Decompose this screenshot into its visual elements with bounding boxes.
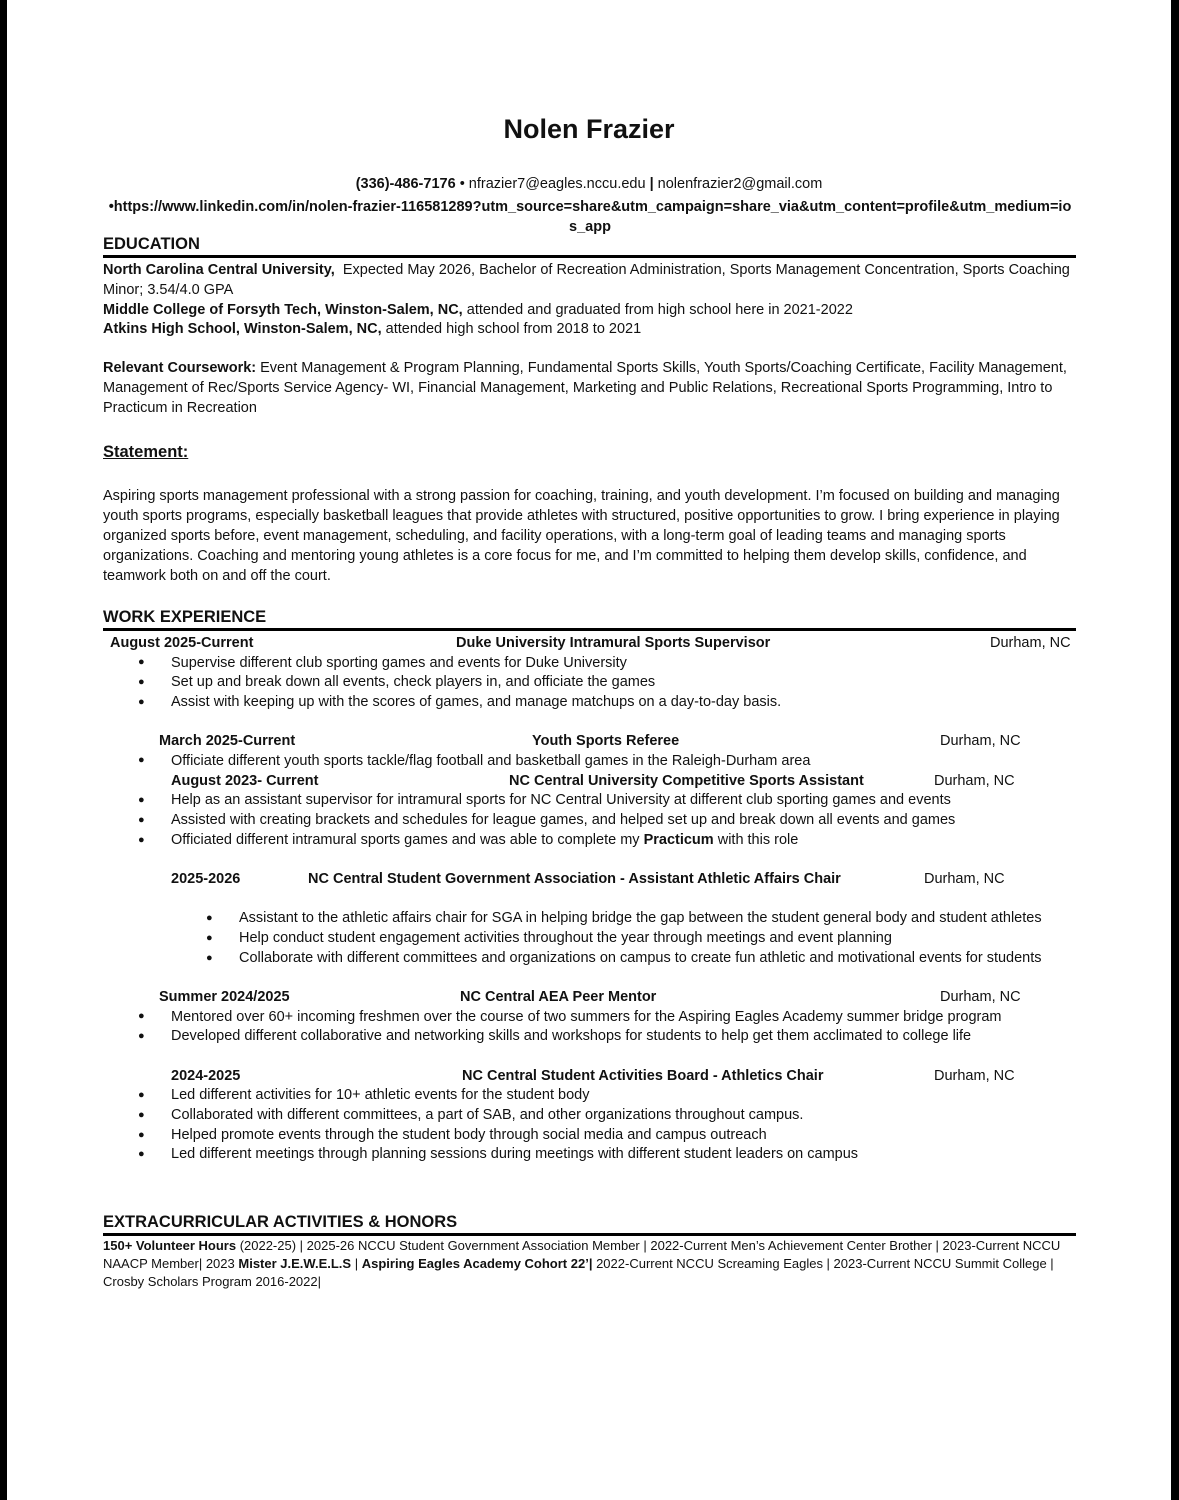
coursework-text: Event Management & Program Planning, Fundamental Sports Skills, Youth Sports/Coaching Certificate, Facility Management, Management of Rec/Sports Service Agency- WI, Financial Management, Marketing and Public Relations, Recreational Sports Programming, Intro to Practicum in Recreation [103, 360, 1067, 416]
middle-detail: attended and graduated from high school here in 2021-2022 [466, 302, 853, 318]
bullet: ● [138, 1109, 145, 1121]
job-date: 2024-2025 [171, 1068, 241, 1084]
practicum-bold: Practicum [643, 832, 714, 848]
education-rule [103, 255, 1076, 258]
job-bullet: Collaborated with different committees, a part of SAB, and other organizations throughout campus. [171, 1107, 804, 1123]
atkins-school: Atkins High School, Winston-Salem, NC, [103, 321, 382, 337]
statement-heading: Statement: [103, 443, 189, 461]
job-bullet: Led different activities for 10+ athletic events for the student body [171, 1087, 590, 1103]
bullet: ● [138, 754, 145, 766]
bullet: ● [206, 952, 213, 964]
atkins-detail: attended high school from 2018 to 2021 [385, 321, 642, 337]
bullet: ● [138, 814, 145, 826]
bullet: ● [138, 1089, 145, 1101]
middle-school: Middle College of Forsyth Tech, Winston-Salem, NC, [103, 302, 463, 318]
job-location: Durham, NC [940, 733, 1021, 749]
contact-separator: | [649, 176, 654, 192]
bullet: ● [138, 1148, 145, 1160]
linkedin-link[interactable]: •https://www.linkedin.com/in/nolen-frazier-116581289?utm_source=share&utm_campaign=share_via&utm_content=profile&utm_medium=ios_app [108, 199, 1072, 235]
job-bullet: Assisted with creating brackets and schedules for league games, and helped set up and break down all events and games [171, 812, 956, 828]
job-title: Youth Sports Referee [532, 733, 680, 749]
extracurricular-rule [103, 1233, 1076, 1236]
job-bullet: Officiate different youth sports tackle/flag football and basketball games in the Raleigh-Durham area [171, 753, 811, 769]
job-bullet: Supervise different club sporting games and events for Duke University [171, 655, 627, 671]
job-location: Durham, NC [990, 635, 1071, 651]
bullet: ● [138, 1030, 145, 1042]
job-date: 2025-2026 [171, 871, 241, 887]
education-nccu [103, 260, 1073, 300]
bullet: ● [138, 696, 145, 708]
job-location: Durham, NC [934, 773, 1015, 789]
relevant-coursework [103, 358, 1073, 418]
job-bullet: Developed different collaborative and networking skills and workshops for students to help get them acclimated to college life [171, 1028, 972, 1044]
bullet: ● [138, 1010, 145, 1022]
job-title: NC Central Student Government Association - Assistant Athletic Affairs Chair [308, 871, 841, 887]
coursework-label: Relevant Coursework: [103, 360, 257, 376]
resume-page [7, 0, 1171, 1500]
statement-text: Aspiring sports management professional with a strong passion for coaching, training, and youth development. I’m focused on building and managing youth sports programs, especially basketball leagues that provide athletes with structured, positive opportunities to grow. I bring experience in playing organized sports before, event management, scheduling, and facility operations, with a long-term goal of leading teams and managing sports organizations. Coaching and mentoring young athletes is a core focus for me, and I’m committed to helping them develop skills, confidence, and teamwork both on and off the court. [103, 488, 1060, 584]
job-title: NC Central University Competitive Sports Assistant [509, 773, 864, 789]
bullet: ● [138, 1129, 145, 1141]
job-title: Duke University Intramural Sports Supervisor [456, 635, 771, 651]
job-location: Durham, NC [934, 1068, 1015, 1084]
job-bullet: Help as an assistant supervisor for intramural sports for NC Central University at different club sporting games and events [171, 792, 951, 808]
job-bullet: Led different meetings through planning sessions during meetings with different student leaders on campus [171, 1146, 859, 1162]
extracurricular-text: 150+ Volunteer Hours (2022-25) | 2025-26 NCCU Student Government Association Member | 2022-Current Men’s Achievement Center Brother | 2023-Current NCCU NAACP Member| 2023 Mister J.E.W.E.L.S | Aspiring Eagles Academy Cohort 22’| 2022-Current NCCU Screaming Eagles | 2023-Current NCCU Summit College | Crosby Scholars Program 2016-2022| [103, 1238, 1061, 1289]
job-bullet: Assist with keeping up with the scores of games, and manage matchups on a day-to-day basis. [171, 694, 782, 710]
contact-line: (336)-486-7176 • nfrazier7@eagles.nccu.edu | nolenfrazier2@gmail.com [355, 176, 823, 192]
job-date: August 2023- Current [171, 773, 319, 789]
job-bullet: Assistant to the athletic affairs chair for SGA in helping bridge the gap between the student general body and student athletes [239, 910, 1042, 926]
education-atkins [103, 319, 641, 339]
bullet: ● [206, 912, 213, 924]
extracurricular-heading: EXTRACURRICULAR ACTIVITIES & HONORS [103, 1213, 458, 1231]
job-bullet: Set up and break down all events, check players in, and officiate the games [171, 674, 656, 690]
nccu-school: North Carolina Central University, [103, 262, 335, 278]
education-middle-college [103, 300, 853, 320]
bullet: ● [138, 834, 145, 846]
work-rule [103, 628, 1076, 631]
bullet: ● [138, 656, 145, 668]
job-date: March 2025-Current [159, 733, 296, 749]
job-location: Durham, NC [940, 989, 1021, 1005]
phone: (336)-486-7176 [355, 176, 456, 192]
nccu-detail: Expected May 2026, Bachelor of Recreation Administration, Sports Management Concentration, Sports Coaching Minor; 3.54/4.0 GPA [103, 262, 1070, 298]
job-date: Summer 2024/2025 [159, 989, 290, 1005]
bullet: ● [206, 932, 213, 944]
email-secondary[interactable]: nolenfrazier2@gmail.com [657, 176, 823, 192]
work-heading: WORK EXPERIENCE [103, 608, 267, 626]
bullet: ● [138, 676, 145, 688]
bullet: ● [138, 794, 145, 806]
candidate-name: Nolen Frazier [503, 114, 675, 144]
job-bullet: Officiated different intramural sports games and was able to complete my Practicum with this role [171, 832, 799, 848]
education-heading: EDUCATION [103, 235, 200, 253]
email-primary[interactable]: nfrazier7@eagles.nccu.edu [468, 176, 646, 192]
job-bullet: Collaborate with different committees and organizations on campus to create fun athletic and motivational events for students [239, 950, 1042, 966]
job-date: August 2025-Current [110, 635, 254, 651]
job-title: NC Central Student Activities Board - Athletics Chair [462, 1068, 824, 1084]
job-title: NC Central AEA Peer Mentor [460, 989, 657, 1005]
job-bullet: Helped promote events through the student body through social media and campus outreach [171, 1127, 767, 1143]
job-location: Durham, NC [924, 871, 1005, 887]
job-bullet: Help conduct student engagement activities throughout the year through meetings and event planning [239, 930, 892, 946]
job-bullet: Mentored over 60+ incoming freshmen over the course of two summers for the Aspiring Eagles Academy summer bridge program [171, 1009, 1002, 1025]
